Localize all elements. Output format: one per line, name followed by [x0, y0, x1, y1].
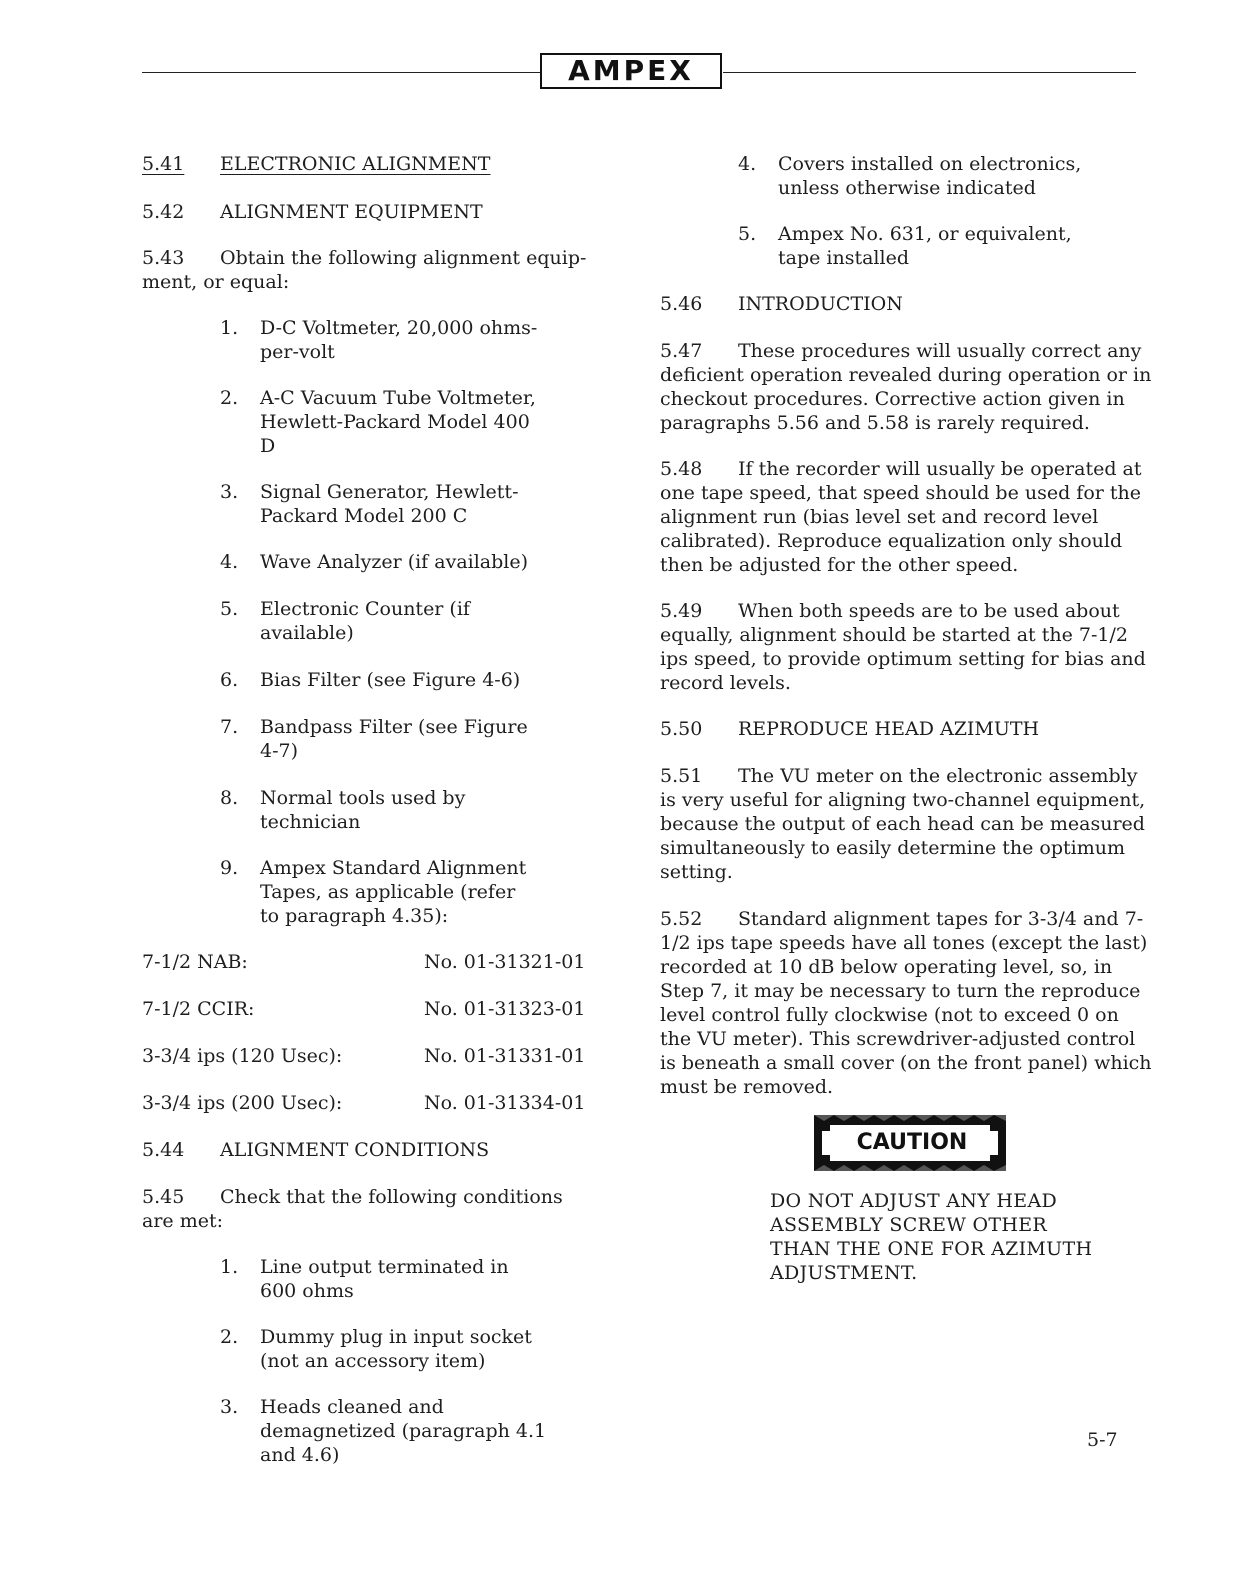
ampex-logo: AMPEX — [540, 53, 722, 89]
paragraph-number: 5.49 — [660, 600, 703, 622]
paragraph-text: Standard alignment tapes for 3-3/4 and 7-1/2 ips tape speeds have all tones (except the last) recorded at 10 dB below operating level, so, in Step 7, it may be necessary to turn the reproduce level control fully clockwise (not to exceed 0 on the VU meter). This screwdriver-adjusted control is beneath a small cover (on the front panel) which must be removed. — [660, 908, 1152, 1098]
list-item: 4. Wave Analyzer (if available) — [220, 551, 529, 573]
list-item: 1. D-C Voltmeter, 20,000 ohms-per-volt — [220, 317, 538, 363]
list-item: 1. Line output terminated in 600 ohms — [220, 1256, 509, 1302]
paragraph-text-cont: ment, or equal: — [142, 271, 290, 293]
table-row: 3-3/4 ips (120 Usec): No. 01-31331-01 — [142, 1045, 586, 1067]
paragraph-text: The VU meter on the electronic assembly is very useful for aligning two-channel equipment, because the output of each head can be measured simultaneously to easily determine the optimum setting. — [660, 765, 1146, 883]
section-5-41-heading — [142, 152, 622, 176]
list-item: 9. Ampex Standard Alignment Tapes, as applicable (refer to paragraph 4.35): — [220, 857, 527, 927]
header-rule-left — [142, 72, 540, 73]
equipment-list — [220, 316, 540, 928]
paragraph-number: 5.51 — [660, 765, 703, 787]
paragraph-5-52 — [660, 907, 1155, 1099]
paragraph-number: 5.45 — [142, 1186, 185, 1208]
paragraph-5-43 — [142, 246, 622, 294]
section-5-50-heading — [660, 717, 1155, 741]
tape-table — [142, 950, 622, 1115]
section-title: REPRODUCE HEAD AZIMUTH — [738, 718, 1040, 740]
paragraph-text: Obtain the following alignment equip- — [220, 247, 587, 269]
paragraph-text: These procedures will usually correct any deficient operation revealed during operation or in checkout procedures. Corrective action given in paragraphs 5.56 and 5.58 is rarely required. — [660, 340, 1152, 434]
paragraph-5-49 — [660, 599, 1155, 695]
section-title: ALIGNMENT EQUIPMENT — [220, 201, 483, 223]
paragraph-text: If the recorder will usually be operated at one tape speed, that speed should be used for the alignment run (bias level set and record level calibrated). Reproduce equalization only should then be adjusted for the other speed. — [660, 458, 1142, 576]
list-item: 2. A-C Vacuum Tube Voltmeter, Hewlett-Packard Model 400 D — [220, 387, 536, 457]
paragraph-text-cont: are met: — [142, 1210, 223, 1232]
table-row: 7-1/2 NAB: No. 01-31321-01 — [142, 951, 586, 973]
section-5-44-heading — [142, 1138, 622, 1162]
section-number: 5.50 — [660, 718, 703, 740]
list-item: 5. Electronic Counter (if available) — [220, 598, 470, 644]
paragraph-number: 5.43 — [142, 247, 185, 269]
paragraph-5-47 — [660, 339, 1155, 435]
list-item: 6. Bias Filter (see Figure 4-6) — [220, 669, 521, 691]
left-column — [142, 150, 622, 1467]
list-item: 3. Heads cleaned and demagnetized (paragraph 4.1 and 4.6) — [220, 1396, 547, 1466]
list-item: 8. Normal tools used by technician — [220, 787, 466, 833]
paragraph-number: 5.47 — [660, 340, 703, 362]
table-row: 3-3/4 ips (200 Usec): No. 01-31334-01 — [142, 1092, 586, 1114]
paragraph-5-48 — [660, 457, 1155, 577]
paragraph-number: 5.52 — [660, 908, 703, 930]
paragraph-number: 5.48 — [660, 458, 703, 480]
list-item: 3. Signal Generator, Hewlett-Packard Model 200 C — [220, 481, 519, 527]
section-5-42-heading — [142, 200, 622, 224]
section-5-46-heading — [660, 292, 1155, 316]
paragraph-text: Check that the following conditions — [220, 1186, 563, 1208]
section-title: ALIGNMENT CONDITIONS — [220, 1139, 490, 1161]
list-item: 4. Covers installed on electronics, unless otherwise indicated — [738, 153, 1082, 199]
table-row: 7-1/2 CCIR: No. 01-31323-01 — [142, 998, 586, 1020]
conditions-list-cont — [738, 152, 1098, 270]
list-item: 2. Dummy plug in input socket (not an accessory item) — [220, 1326, 532, 1372]
page-number: 5-7 — [1087, 1429, 1118, 1451]
caution-warning-text: DO NOT ADJUST ANY HEAD ASSEMBLY SCREW OTHER THAN THE ONE FOR AZIMUTH ADJUSTMENT. — [770, 1190, 1093, 1284]
section-number: 5.46 — [660, 293, 703, 315]
list-item: 5. Ampex No. 631, or equivalent, tape installed — [738, 223, 1072, 269]
caution-label: CAUTION — [856, 1130, 968, 1155]
caution-badge — [812, 1113, 1008, 1173]
section-title: INTRODUCTION — [738, 293, 903, 315]
right-column — [660, 150, 1155, 1285]
list-item: 7. Bandpass Filter (see Figure 4-7) — [220, 716, 528, 762]
section-number: 5.42 — [142, 201, 185, 223]
section-number: 5.44 — [142, 1139, 185, 1161]
conditions-list — [220, 1255, 550, 1467]
paragraph-5-51 — [660, 764, 1155, 884]
paragraph-5-45 — [142, 1185, 622, 1233]
section-number: 5.41 — [142, 153, 185, 175]
paragraph-text: When both speeds are to be used about equally, alignment should be started at the 7-1/2 ips speed, to provide optimum setting for bias and record levels. — [660, 600, 1146, 694]
section-title: ELECTRONIC ALIGNMENT — [220, 153, 491, 175]
header-rule-right — [723, 72, 1136, 73]
